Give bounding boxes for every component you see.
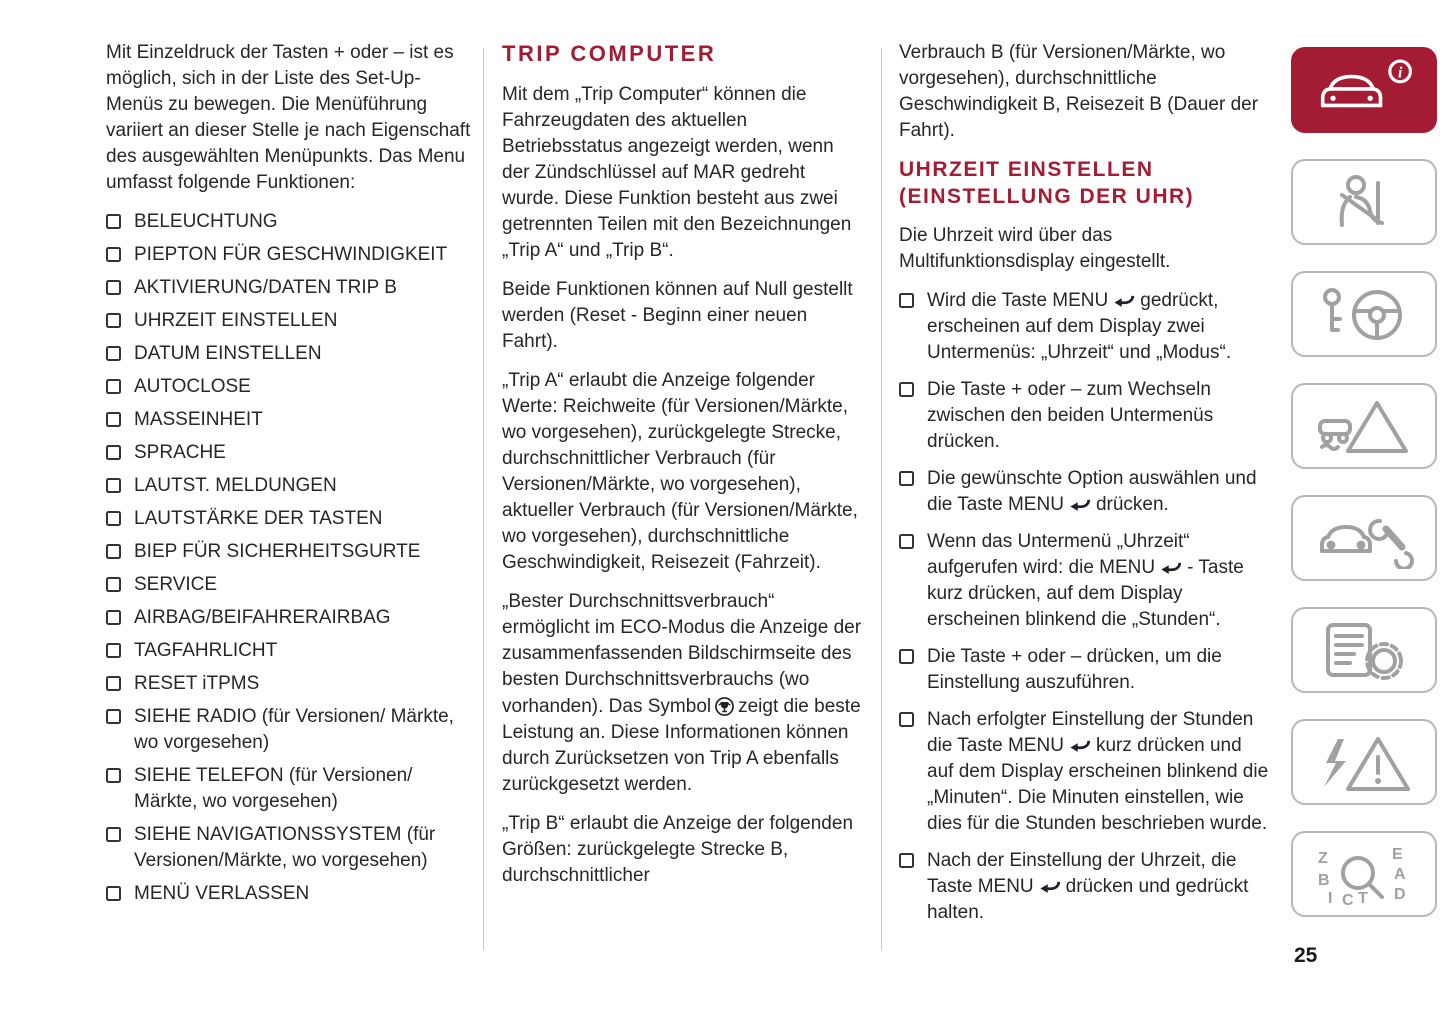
instruction-post: kurz drücken und auf dem Display erscheinen blinkend die „Minuten“. Die Minuten einstellen, wie dies für die Stunden beschrieben wurde. — [927, 735, 1269, 835]
menu-return-button-icon — [1069, 498, 1091, 511]
sidebar-tab-safety — [1291, 159, 1437, 245]
trip-computer-p5: „Trip B“ erlaubt die Anzeige der folgenden Größen: zurückgelegte Strecke B, durchschnittlicher — [502, 812, 854, 886]
instruction-pre: Wenn das Untermenü „Uhrzeit“ aufgerufen wird: die MENU — [927, 530, 1190, 578]
svg-text:Z: Z — [1318, 850, 1328, 867]
square-bullet-icon — [899, 382, 914, 397]
svg-text:B: B — [1318, 872, 1330, 889]
list-item — [106, 473, 472, 499]
sidebar-tab-technical-data — [1291, 607, 1437, 693]
square-bullet-icon — [106, 544, 121, 559]
list-item — [106, 506, 472, 532]
list-item-label: MASSEINHEIT — [134, 409, 263, 431]
menu-return-button-icon — [1069, 739, 1091, 752]
instruction-bullet — [899, 529, 1271, 633]
sidebar-tab-starting-driving — [1291, 271, 1437, 357]
list-item — [106, 763, 472, 815]
svg-text:D: D — [1394, 886, 1406, 903]
list-item — [106, 539, 472, 565]
vehicle-info-icon — [1312, 58, 1416, 122]
trip-computer-p3: „Trip A“ erlaubt die Anzeige folgender Werte: Reichweite (für Versionen/Märkte, wo vorgesehen), zurückgelegte Strecke, durchschnittlicher Verbrauch (für Versionen/Märkte, wo vorgesehen), aktueller Verbrauch (für Versionen/Märkte, wo vorgesehen), durchschnittliche Geschwindigkeit, Reisezeit (Fahrzeit). — [502, 370, 858, 574]
list-item — [106, 605, 472, 631]
column-middle — [502, 40, 862, 902]
sidebar-tab-maintenance — [1291, 495, 1437, 581]
instruction-post: - Taste kurz drücken, auf dem Display erscheinen blinkend die „Stunden“. — [927, 556, 1244, 631]
instruction-bullet — [899, 466, 1271, 518]
instruction-post: drücken. — [1095, 493, 1169, 515]
instruction-post: gedrückt, erscheinen auf dem Display zwei Untermenüs: „Uhrzeit“ und „Modus“. — [927, 289, 1232, 363]
square-bullet-icon — [106, 709, 121, 724]
list-item-label: SERVICE — [134, 574, 218, 596]
square-bullet-icon — [106, 379, 121, 394]
list-item-label: SIEHE NAVIGATIONSSYSTEM (für Versionen/Märkte, wo vorgesehen) — [134, 824, 436, 872]
square-bullet-icon — [899, 534, 914, 549]
square-bullet-icon — [106, 511, 121, 526]
list-item — [106, 572, 472, 598]
instruction-bullet — [899, 377, 1271, 455]
square-bullet-icon — [106, 445, 121, 460]
emergency-triangle-icon — [1314, 395, 1414, 457]
list-item-label: LAUTSTÄRKE DER TASTEN — [134, 508, 383, 530]
list-item-label: UHRZEIT EINSTELLEN — [134, 310, 338, 332]
instruction-pre: Die gewünschte Option auswählen und die Taste MENU — [927, 467, 1257, 515]
list-item-label: DATUM EINSTELLEN — [134, 343, 322, 365]
trip-computer-p4-post: zeigt die beste Leistung an. Diese Informationen können durch Zurücksetzen von Trip A ebenfalls zurückgesetzt werden. — [502, 695, 861, 795]
list-item — [106, 704, 472, 756]
svg-text:E: E — [1392, 846, 1403, 863]
column-left — [106, 40, 472, 914]
instruction-bullet — [899, 644, 1271, 696]
square-bullet-icon — [106, 346, 121, 361]
list-item-label: AUTOCLOSE — [134, 376, 251, 398]
instruction-text — [927, 288, 1271, 366]
trip-computer-p4-pre: „Bester Durchschnittsverbrauch“ ermöglicht im ECO-Modus die Anzeige der zusammenfassenden Bildschirmseite des besten Durchschnittsverbrauchs (wo vorhanden). Das Symbol — [502, 591, 862, 717]
starting-driving-icon — [1314, 283, 1414, 345]
list-item-label: BIEP FÜR SICHERHEITSGURTE — [134, 541, 421, 563]
instruction-text — [927, 466, 1271, 518]
list-item — [106, 407, 472, 433]
sidebar-tab-vehicle-info — [1291, 47, 1437, 133]
square-bullet-icon — [899, 649, 914, 664]
instruction-text: Die Taste + oder – zum Wechseln zwischen den beiden Untermenüs drücken. — [927, 378, 1214, 452]
list-item-label: PIEPTON FÜR GESCHWINDIGKEIT — [134, 244, 448, 266]
square-bullet-icon — [106, 247, 121, 262]
setup-menu-intro: Mit Einzeldruck der Tasten + oder – ist es möglich, sich in der Liste des Set-Up-Menüs zu bewegen. Die Menüführung variiert an dieser Stelle je nach Eigenschaft des ausgewählten Menüpunkts. Das Menu umfasst folgende Funktionen: — [106, 42, 471, 194]
list-item-label: SIEHE TELEFON (für Versionen/ Märkte, wo vorgesehen) — [134, 765, 413, 813]
section-title-trip-computer: TRIP COMPUTER — [502, 41, 717, 66]
square-bullet-icon — [106, 577, 121, 592]
list-item — [106, 209, 472, 235]
square-bullet-icon — [106, 643, 121, 658]
section-title-uhrzeit: UHRZEIT EINSTELLEN (EINSTELLUNG DER UHR) — [899, 158, 1195, 208]
instruction-bullet — [899, 707, 1271, 837]
svg-text:C: C — [1342, 892, 1354, 905]
list-item — [106, 242, 472, 268]
square-bullet-icon — [106, 313, 121, 328]
chapter-tab-bar — [1291, 47, 1437, 943]
trip-computer-p1: Mit dem „Trip Computer“ können die Fahrzeugdaten des aktuellen Betriebsstatus angezeigt werden, wenn der Zündschlüssel auf MAR gedreht wurde. Diese Funktion besteht aus zwei getrennten Teilen mit den Bezeichnungen „Trip A“ und „Trip B“. — [502, 84, 852, 262]
trip-computer-p2: Beide Funktionen können auf Null gestellt werden (Reset - Beginn einer neuen Fahrt). — [502, 279, 853, 353]
list-item-label: BELEUCHTUNG — [134, 211, 278, 233]
list-item — [106, 275, 472, 301]
list-item-label: MENÜ VERLASSEN — [134, 883, 310, 905]
sidebar-tab-index — [1291, 831, 1437, 917]
column-right — [899, 40, 1271, 937]
column-divider-1 — [483, 48, 484, 950]
menu-return-button-icon — [1113, 294, 1135, 307]
sidebar-tab-emergency — [1291, 383, 1437, 469]
uhrzeit-intro: Die Uhrzeit wird über das Multifunktionsdisplay eingestellt. — [899, 224, 1171, 272]
instruction-post: drücken und gedrückt halten. — [927, 876, 1249, 924]
list-item-label: RESET iTPMS — [134, 673, 260, 695]
square-bullet-icon — [106, 610, 121, 625]
instruction-bullet — [899, 288, 1271, 366]
list-item-label: AIRBAG/BEIFAHRERAIRBAG — [134, 607, 391, 629]
square-bullet-icon — [106, 412, 121, 427]
square-bullet-icon — [899, 293, 914, 308]
instruction-pre: Nach der Einstellung der Uhrzeit, die Taste MENU — [927, 850, 1237, 898]
list-item-label: AKTIVIERUNG/DATEN TRIP B — [134, 277, 397, 299]
maintenance-wrench-icon — [1314, 507, 1414, 569]
column-divider-2 — [881, 48, 882, 950]
square-bullet-icon — [106, 886, 121, 901]
alphabetical-index-icon — [1314, 843, 1414, 905]
square-bullet-icon — [106, 768, 121, 783]
instruction-text — [927, 848, 1271, 926]
seatbelt-safety-icon — [1314, 171, 1414, 233]
list-item — [106, 308, 472, 334]
list-item — [106, 671, 472, 697]
square-bullet-icon — [899, 853, 914, 868]
svg-text:A: A — [1394, 866, 1406, 883]
instruction-text: Die Taste + oder – drücken, um die Einstellung auszuführen. — [927, 646, 1222, 694]
instruction-text — [927, 529, 1271, 633]
square-bullet-icon — [899, 712, 914, 727]
list-item-label: LAUTST. MELDUNGEN — [134, 475, 337, 497]
square-bullet-icon — [106, 827, 121, 842]
list-item-label: SIEHE RADIO (für Versionen/ Märkte, wo vorgesehen) — [134, 706, 454, 754]
trip-computer-p4 — [502, 589, 862, 797]
list-item — [106, 374, 472, 400]
square-bullet-icon — [106, 478, 121, 493]
menu-return-button-icon — [1039, 880, 1061, 893]
instruction-pre: Nach erfolgter Einstellung der Stunden die Taste MENU — [927, 709, 1254, 757]
list-item — [106, 881, 472, 907]
menu-return-button-icon — [1160, 561, 1182, 574]
square-bullet-icon — [899, 471, 914, 486]
square-bullet-icon — [106, 280, 121, 295]
svg-text:i: i — [1397, 64, 1403, 82]
page-number: 25 — [1294, 944, 1318, 967]
list-item — [106, 822, 472, 874]
svg-text:T: T — [1358, 890, 1368, 905]
trip-b-continuation: Verbrauch B (für Versionen/Märkte, wo vorgesehen), durchschnittliche Geschwindigkeit B, Reisezeit B (Dauer der Fahrt). — [899, 42, 1259, 142]
breakdown-warning-icon — [1314, 731, 1414, 793]
instruction-bullet — [899, 848, 1271, 926]
svg-text:I: I — [1328, 890, 1333, 905]
instruction-text — [927, 707, 1271, 837]
technical-data-icon — [1314, 619, 1414, 681]
square-bullet-icon — [106, 676, 121, 691]
best-consumption-trophy-icon — [715, 697, 734, 716]
list-item-label: SPRACHE — [134, 442, 226, 464]
sidebar-tab-breakdown — [1291, 719, 1437, 805]
list-item-label: TAGFAHRLICHT — [134, 640, 278, 662]
list-item — [106, 440, 472, 466]
setup-menu-list — [106, 209, 472, 907]
instruction-pre: Wird die Taste MENU — [927, 289, 1109, 311]
list-item — [106, 638, 472, 664]
list-item — [106, 341, 472, 367]
square-bullet-icon — [106, 214, 121, 229]
